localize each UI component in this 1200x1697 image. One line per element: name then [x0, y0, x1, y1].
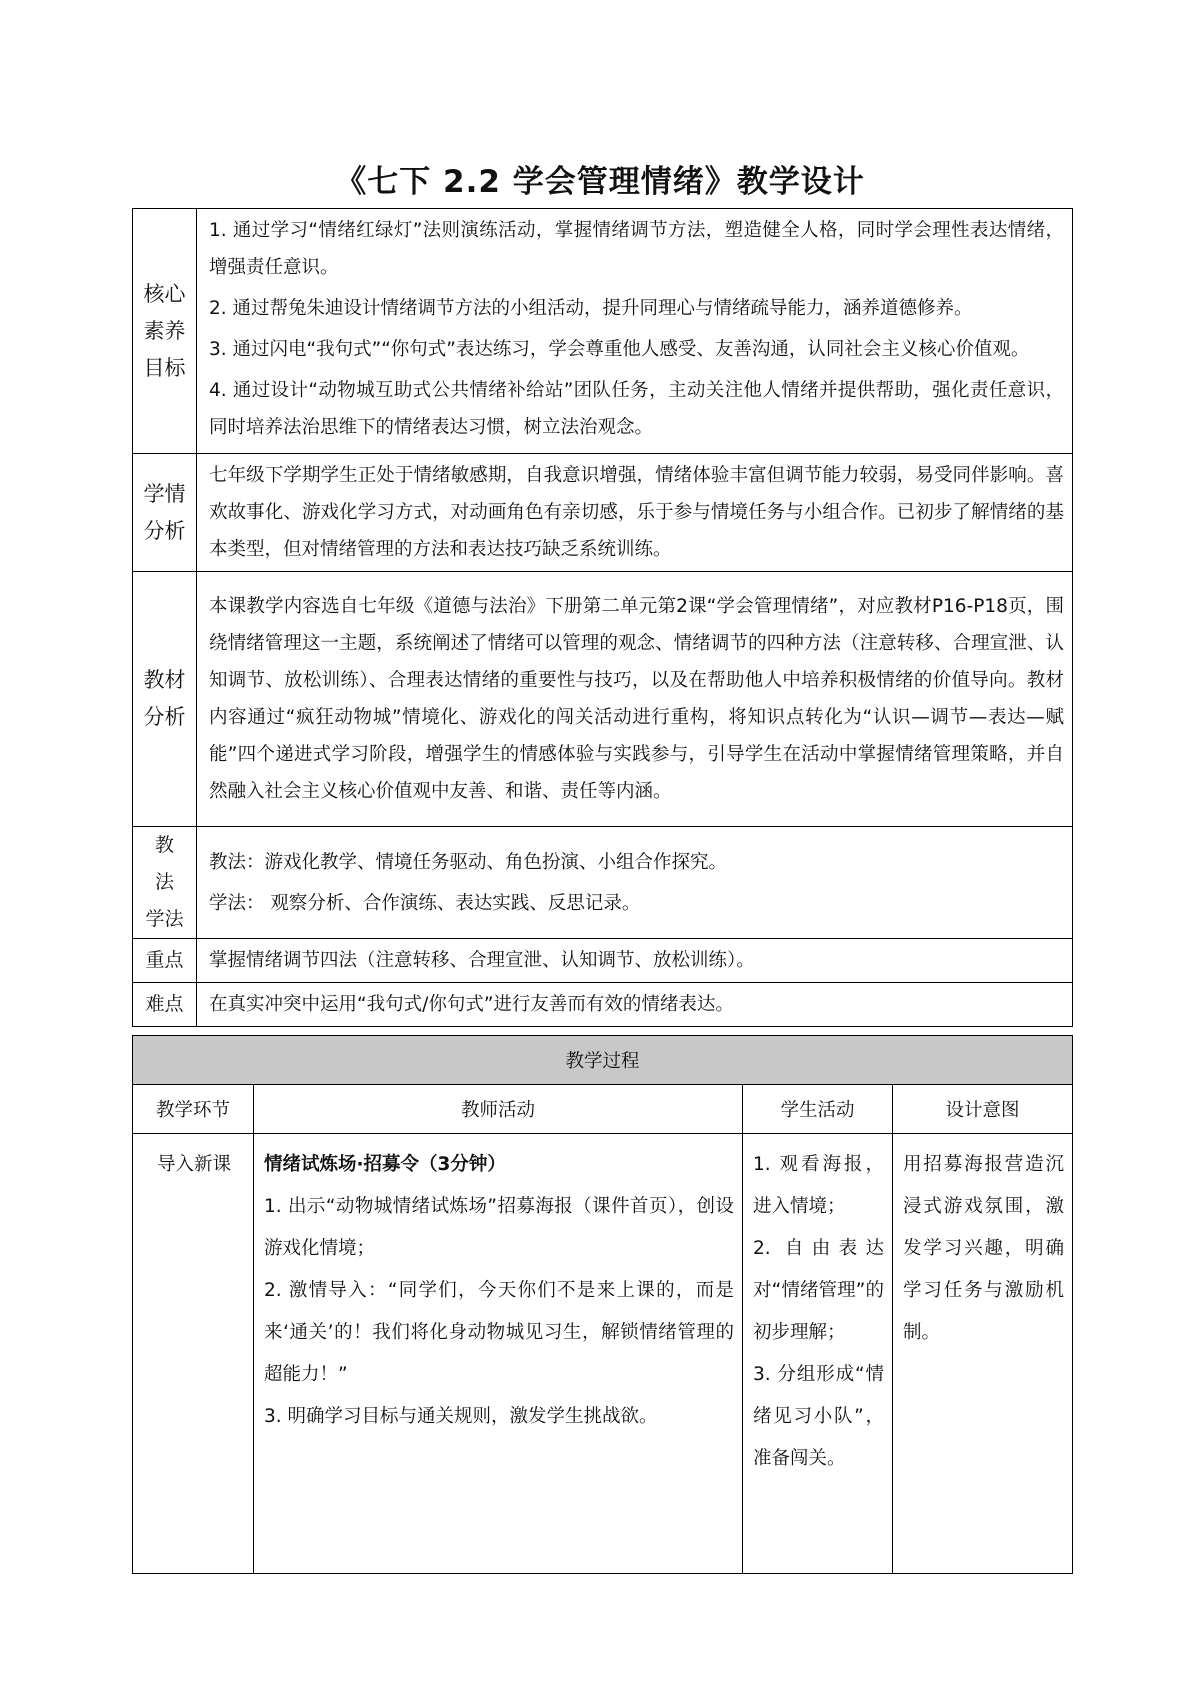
process-header-row [133, 1085, 1073, 1134]
difficulty-text: 在真实冲突中运用“我句式/你句式”进行友善而有效的情绪表达。 [209, 994, 734, 1015]
lesson-info-table [132, 208, 1073, 1027]
process-title: 教学过程 [133, 1036, 1073, 1085]
student-activity-item: 3. 分组形成“情绪见习小队”，准备闯关。 [753, 1364, 884, 1469]
process-title-row [133, 1036, 1073, 1085]
core-goals-row [133, 209, 1073, 454]
key-point-row [133, 939, 1073, 983]
teacher-activity-cell [254, 1134, 743, 1574]
teacher-activity-heading: 情绪试炼场·招募令（3分钟） [264, 1154, 506, 1175]
teaching-process-table [132, 1035, 1073, 1574]
page-title: 《七下 2.2 学会管理情绪》教学设计 [335, 164, 865, 200]
difficulty-label: 难点 [133, 983, 197, 1027]
table-row [133, 1134, 1073, 1574]
column-header-stage: 教学环节 [133, 1085, 254, 1134]
methods-content [197, 827, 1073, 939]
learning-method: 学法： 观察分析、合作演练、表达实践、反思记录。 [209, 892, 641, 914]
methods-label: 教 法 学法 [133, 827, 197, 939]
core-goal-item: 4. 通过设计“动物城互助式公共情绪补给站”团队任务，主动关注他人情绪并提供帮助，强化责任意识，同时培养法治思维下的情绪表达习惯，树立法治观念。 [209, 380, 1064, 438]
core-goals-content [197, 209, 1073, 454]
design-intent-text: 用招募海报营造沉浸式游戏氛围，激发学习兴趣，明确学习任务与激励机制。 [903, 1154, 1065, 1343]
column-header-teacher: 教师活动 [254, 1085, 743, 1134]
student-analysis-text: 七年级下学期学生正处于情绪敏感期，自我意识增强，情绪体验丰富但调节能力较弱，易受同伴影响。喜欢故事化、游戏化学习方式，对动画角色有亲切感，乐于参与情境任务与小组合作。已初步了解情绪的基本类型，但对情绪管理的方法和表达技巧缺乏系统训练。 [209, 465, 1064, 560]
teacher-activity-item: 2. 激情导入：“同学们，今天你们不是来上课的，而是来‘通关’的！我们将化身动物城见习生，解锁情绪管理的超能力！” [264, 1280, 734, 1385]
core-goals-label: 核心素养目标 [133, 209, 197, 454]
student-analysis-content [197, 454, 1073, 572]
textbook-analysis-content [197, 572, 1073, 827]
student-activity-cell [743, 1134, 893, 1574]
column-header-intent: 设计意图 [893, 1085, 1073, 1134]
stage-cell: 导入新课 [133, 1134, 254, 1574]
difficulty-row [133, 983, 1073, 1027]
student-activity-item: 2. 自由表达对“情绪管理”的初步理解； [753, 1238, 884, 1343]
column-header-student: 学生活动 [743, 1085, 893, 1134]
core-goal-item: 2. 通过帮兔朱迪设计情绪调节方法的小组活动，提升同理心与情绪疏导能力，涵养道德修养。 [209, 298, 973, 319]
design-intent-cell [893, 1134, 1073, 1574]
textbook-analysis-label: 教材分析 [133, 572, 197, 827]
difficulty-content [197, 983, 1073, 1027]
teaching-method: 教法：游戏化教学、情境任务驱动、角色扮演、小组合作探究。 [209, 851, 728, 873]
teacher-activity-item: 3. 明确学习目标与通关规则，激发学生挑战欲。 [264, 1406, 658, 1427]
textbook-analysis-row [133, 572, 1073, 827]
core-goal-item: 1. 通过学习“情绪红绿灯”法则演练活动，掌握情绪调节方法，塑造健全人格，同时学会理性表达情绪，增强责任意识。 [209, 220, 1064, 278]
key-point-text: 掌握情绪调节四法（注意转移、合理宣泄、认知调节、放松训练）。 [209, 950, 755, 971]
textbook-analysis-text: 本课教学内容选自七年级《道德与法治》下册第二单元第2课“学会管理情绪”，对应教材P16-P18页，围绕情绪管理这一主题，系统阐述了情绪可以管理的观念、情绪调节的四种方法（注意转移、合理宣泄、认知调节、放松训练）、合理表达情绪的重要性与技巧，以及在帮助他人中培养积极情绪的价值导向。教材内容通过“疯狂动物城”情境化、游戏化的闯关活动进行重构，将知识点转化为“认识—调节—表达—赋能”四个递进式学习阶段，增强学生的情感体验与实践参与，引导学生在活动中掌握情绪管理策略，并自然融入社会主义核心价值观中友善、和谐、责任等内涵。 [209, 596, 1064, 802]
student-activity-item: 1. 观看海报，进入情境； [753, 1154, 884, 1217]
core-goal-item: 3. 通过闪电“我句式”“你句式”表达练习，学会尊重他人感受、友善沟通，认同社会主义核心价值观。 [209, 339, 1030, 360]
methods-row [133, 827, 1073, 939]
teacher-activity-item: 1. 出示“动物城情绪试炼场”招募海报（课件首页），创设游戏化情境； [264, 1196, 734, 1259]
key-point-label: 重点 [133, 939, 197, 983]
student-analysis-label: 学情分析 [133, 454, 197, 572]
key-point-content [197, 939, 1073, 983]
student-analysis-row [133, 454, 1073, 572]
